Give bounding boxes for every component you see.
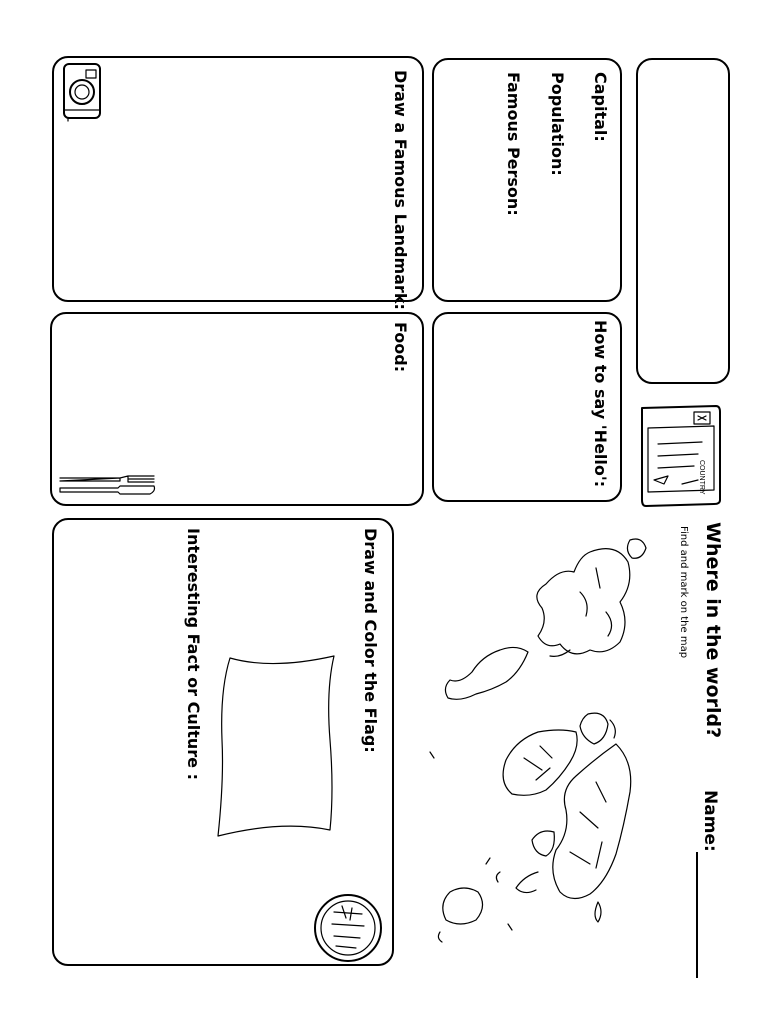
population-label: Population: [548, 72, 567, 176]
world-title: Where in the world? [702, 522, 724, 739]
stamp-icon [312, 892, 384, 964]
name-input-line[interactable] [696, 852, 698, 978]
landmark-label: Draw a Famous Landmark: [391, 70, 410, 310]
flag-label: Draw and Color the Flag: [361, 528, 380, 753]
landmark-box[interactable] [52, 56, 424, 302]
food-label: Food: [391, 322, 410, 373]
svg-text:COUNTRY: COUNTRY [698, 460, 705, 495]
hello-label: How to say 'Hello': [591, 320, 610, 488]
name-label: Name: [700, 790, 720, 852]
famous-person-label: Famous Person: [504, 72, 523, 216]
world-map [420, 532, 660, 972]
country-name-box[interactable] [636, 58, 730, 384]
cutlery-icon [58, 472, 158, 498]
world-subtitle: Find and mark on the map [678, 526, 689, 659]
camera-icon [60, 62, 104, 122]
fact-label: Interesting Fact or Culture : [184, 528, 203, 780]
capital-label: Capital: [591, 72, 610, 142]
flag-outline[interactable] [212, 650, 342, 834]
passport-icon [638, 404, 724, 508]
